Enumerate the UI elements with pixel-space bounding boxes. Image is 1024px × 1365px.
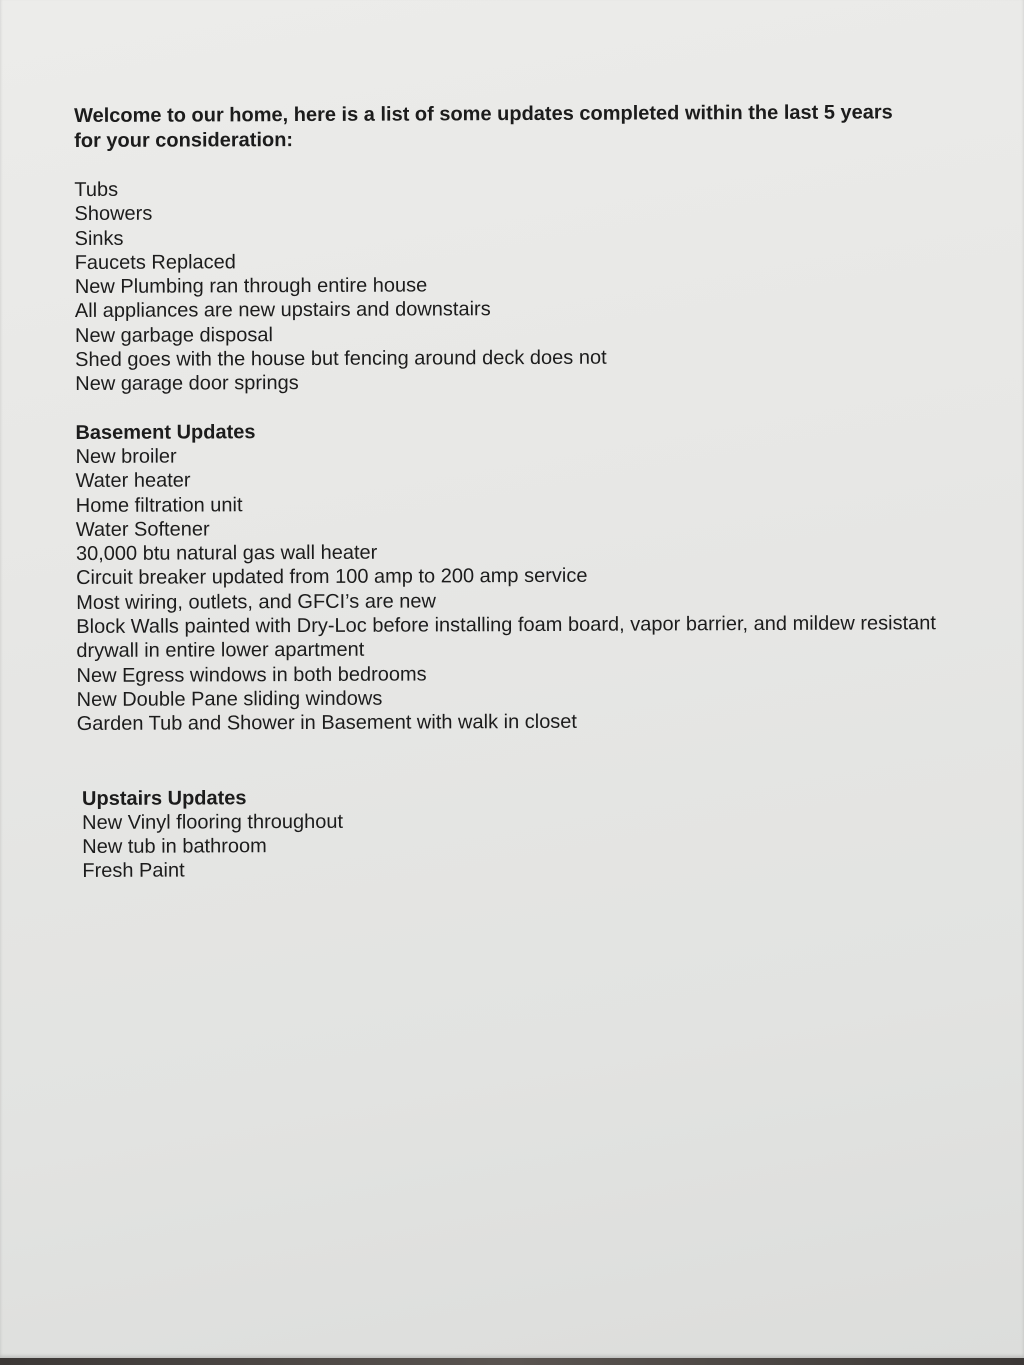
list-item: New Vinyl flooring throughout <box>82 810 344 834</box>
upstairs-section <box>77 783 937 884</box>
basement-heading: Basement Updates <box>75 420 256 444</box>
list-item: New Double Pane sliding windows <box>76 687 383 711</box>
document-body <box>74 100 937 883</box>
list-item: Most wiring, outlets, and GFCI’s are new <box>76 590 437 614</box>
list-item: Tubs <box>74 178 119 201</box>
list-item: Water Softener <box>75 518 210 541</box>
upstairs-heading: Upstairs Updates <box>81 786 247 810</box>
list-item: New Plumbing ran through entire house <box>74 274 428 299</box>
list-item: Circuit breaker updated from 100 amp to 200 amp service <box>76 565 588 590</box>
upstairs-updates-list <box>82 807 937 884</box>
list-item: Shed goes with the house but fencing around deck does not <box>75 346 607 372</box>
list-item: New tub in bathroom <box>82 835 267 859</box>
intro-text: Welcome to our home, here is a list of some updates completed within the last 5 years for your consideration: <box>74 101 893 152</box>
list-item: Fresh Paint <box>82 859 185 883</box>
list-item: New broiler <box>75 445 177 468</box>
list-item: New garbage disposal <box>74 323 273 347</box>
table-surface <box>0 1358 1024 1365</box>
list-item: Water heater <box>75 469 191 493</box>
list-item: New garage door springs <box>75 372 299 396</box>
general-updates-list <box>74 174 935 396</box>
list-item: Garden Tub and Shower in Basement with walk in closet <box>76 711 578 736</box>
list-item: Faucets Replaced <box>74 251 236 274</box>
list-item: Block Walls painted with Dry-Loc before installing foam board, vapor barrier, and mildew resistant drywall in entire lower apartment <box>76 612 936 663</box>
list-item: New Egress windows in both bedrooms <box>76 663 427 687</box>
list-item: All appliances are new upstairs and downstairs <box>74 298 491 323</box>
list-item: 30,000 btu natural gas wall heater <box>75 541 378 566</box>
list-item: Showers <box>74 202 153 226</box>
basement-section <box>75 417 936 737</box>
list-item: Home filtration unit <box>75 493 243 517</box>
list-item: Sinks <box>74 227 124 250</box>
basement-updates-list <box>75 441 936 736</box>
